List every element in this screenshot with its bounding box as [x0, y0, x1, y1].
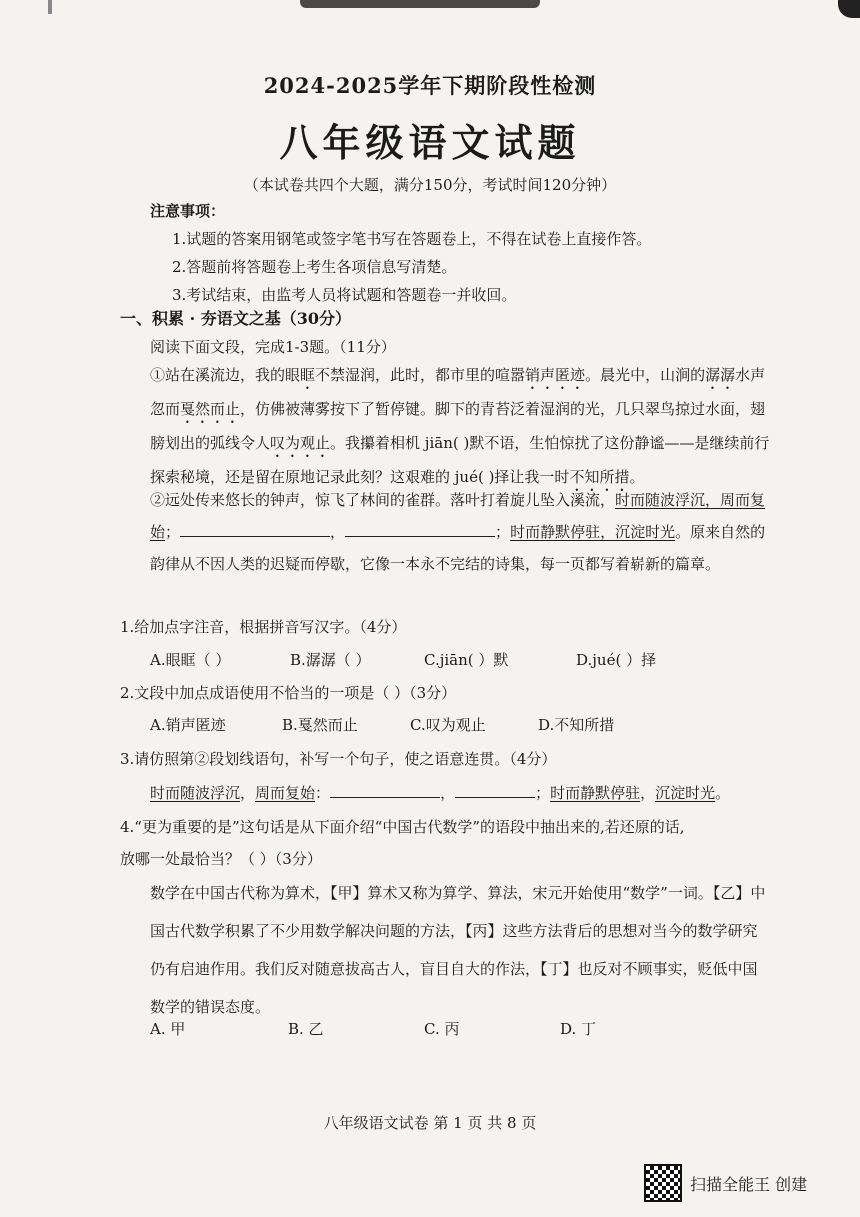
question-3: 3.请仿照第②段划线语句，补写一个句子，使之语意连贯。（4分）	[120, 750, 557, 768]
answer-blank[interactable]	[345, 522, 495, 537]
scan-corner-mark	[838, 0, 860, 18]
q1-option-c: C.jiān( ）默	[424, 651, 509, 669]
scan-edge-mark-left	[48, 0, 52, 14]
q2-option-a: A.销声匿迹	[150, 716, 226, 734]
q4-passage: 数学在中国古代称为算术，【甲】算术又称为算学、算法，宋元开始使用“数学”一词。【乙】中国古代数学积累了不少用数学解决问题的方法，【丙】这些方法背后的思想对当今的数学研究仍有启迪作用。我们反对随意拔高古人，盲目自大的作法，【丁】也反对不顾事实，贬低中国数学的错误态度。	[150, 884, 766, 1016]
notice-item-1: 1.试题的答案用钢笔或签字笔书写在答题卷上，不得在试卷上直接作答。	[172, 230, 652, 248]
paragraph-1: ①站在溪流边，我的眼眶不禁湿润，此时，都市里的喧嚣销声匿迹。晨光中，山涧的潺潺水声忽而戛然而止，仿佛被薄雾按下了暂停键。脚下的青苔泛着湿润的光，几只翠鸟掠过水面，翅膀划出的弧线令人叹为观止。我攥着相机 jiān( )默不语，生怕惊扰了这份静谧——是继续前行探索秘境，还是留在原地记录此刻？这艰难的 jué( )择让我一时不知所措。	[150, 366, 770, 486]
exam-title: 八年级语文试题	[279, 120, 581, 165]
scanner-watermark	[644, 1164, 807, 1202]
q4-option-d: D. 丁	[560, 1020, 597, 1038]
question-4-line-1: 4.“更为重要的是”这句话是从下面介绍“中国古代数学”的语段中抽出来的,若还原的话,	[120, 818, 685, 836]
section-heading: 一、积累 · 夯语文之基（30分）	[120, 309, 351, 328]
exam-info: （本试卷共四个大题，满分150分，考试时间120分钟）	[243, 176, 617, 194]
paragraph-2: ②远处传来悠长的钟声，惊飞了林间的雀群。落叶打着旋儿坠入溪流，时而随波浮沉，周而复始； ， ；时而静默停驻，沉淀时光。原来自然的韵律从不因人类的迟疑而停歇，它像一本永不完结的诗集，每一页都写着崭新的篇章。	[150, 491, 766, 573]
question-4-line-2: 放哪一处最恰当？（ ）（3分）	[120, 850, 322, 868]
q4-option-a: A. 甲	[150, 1020, 186, 1038]
q3-sentence: 时而随波浮沉，周而复始： ， ；时而静默停驻，沉淀时光。	[150, 784, 731, 802]
q1-option-b: B.潺潺（ ）	[290, 651, 371, 669]
notice-item-3: 3.考试结束，由监考人员将试题和答题卷一并收回。	[172, 286, 517, 304]
notice-item-2: 2.答题前将答题卷上考生各项信息写清楚。	[172, 258, 457, 276]
q3-answer-blank-2[interactable]	[455, 783, 535, 798]
question-2: 2.文段中加点成语使用不恰当的一项是（ ）（3分）	[120, 684, 457, 702]
q2-option-b: B.戛然而止	[282, 716, 358, 734]
q2-option-d: D.不知所措	[538, 716, 615, 734]
scan-edge-mark	[300, 0, 540, 8]
q2-option-c: C.叹为观止	[410, 716, 486, 734]
question-1: 1.给加点字注音，根据拼音写汉字。（4分）	[120, 618, 407, 636]
notice-title: 注意事项：	[150, 202, 226, 220]
q4-option-c: C. 丙	[424, 1020, 460, 1038]
reading-intro: 阅读下面文段，完成1-3题。（11分）	[150, 338, 396, 356]
qr-code-icon	[644, 1164, 682, 1202]
q4-option-b: B. 乙	[288, 1020, 324, 1038]
q3-answer-blank-1[interactable]	[330, 783, 440, 798]
answer-blank[interactable]	[180, 522, 330, 537]
q1-option-a: A.眼眶（ ）	[150, 651, 231, 669]
page-footer: 八年级语文试卷 第 1 页 共 8 页	[323, 1114, 537, 1132]
q1-option-d: D.jué( ）择	[576, 651, 657, 669]
exam-subtitle: 2024-2025学年下期阶段性检测	[263, 73, 597, 98]
watermark-text: 扫描全能王 创建	[690, 1174, 808, 1194]
